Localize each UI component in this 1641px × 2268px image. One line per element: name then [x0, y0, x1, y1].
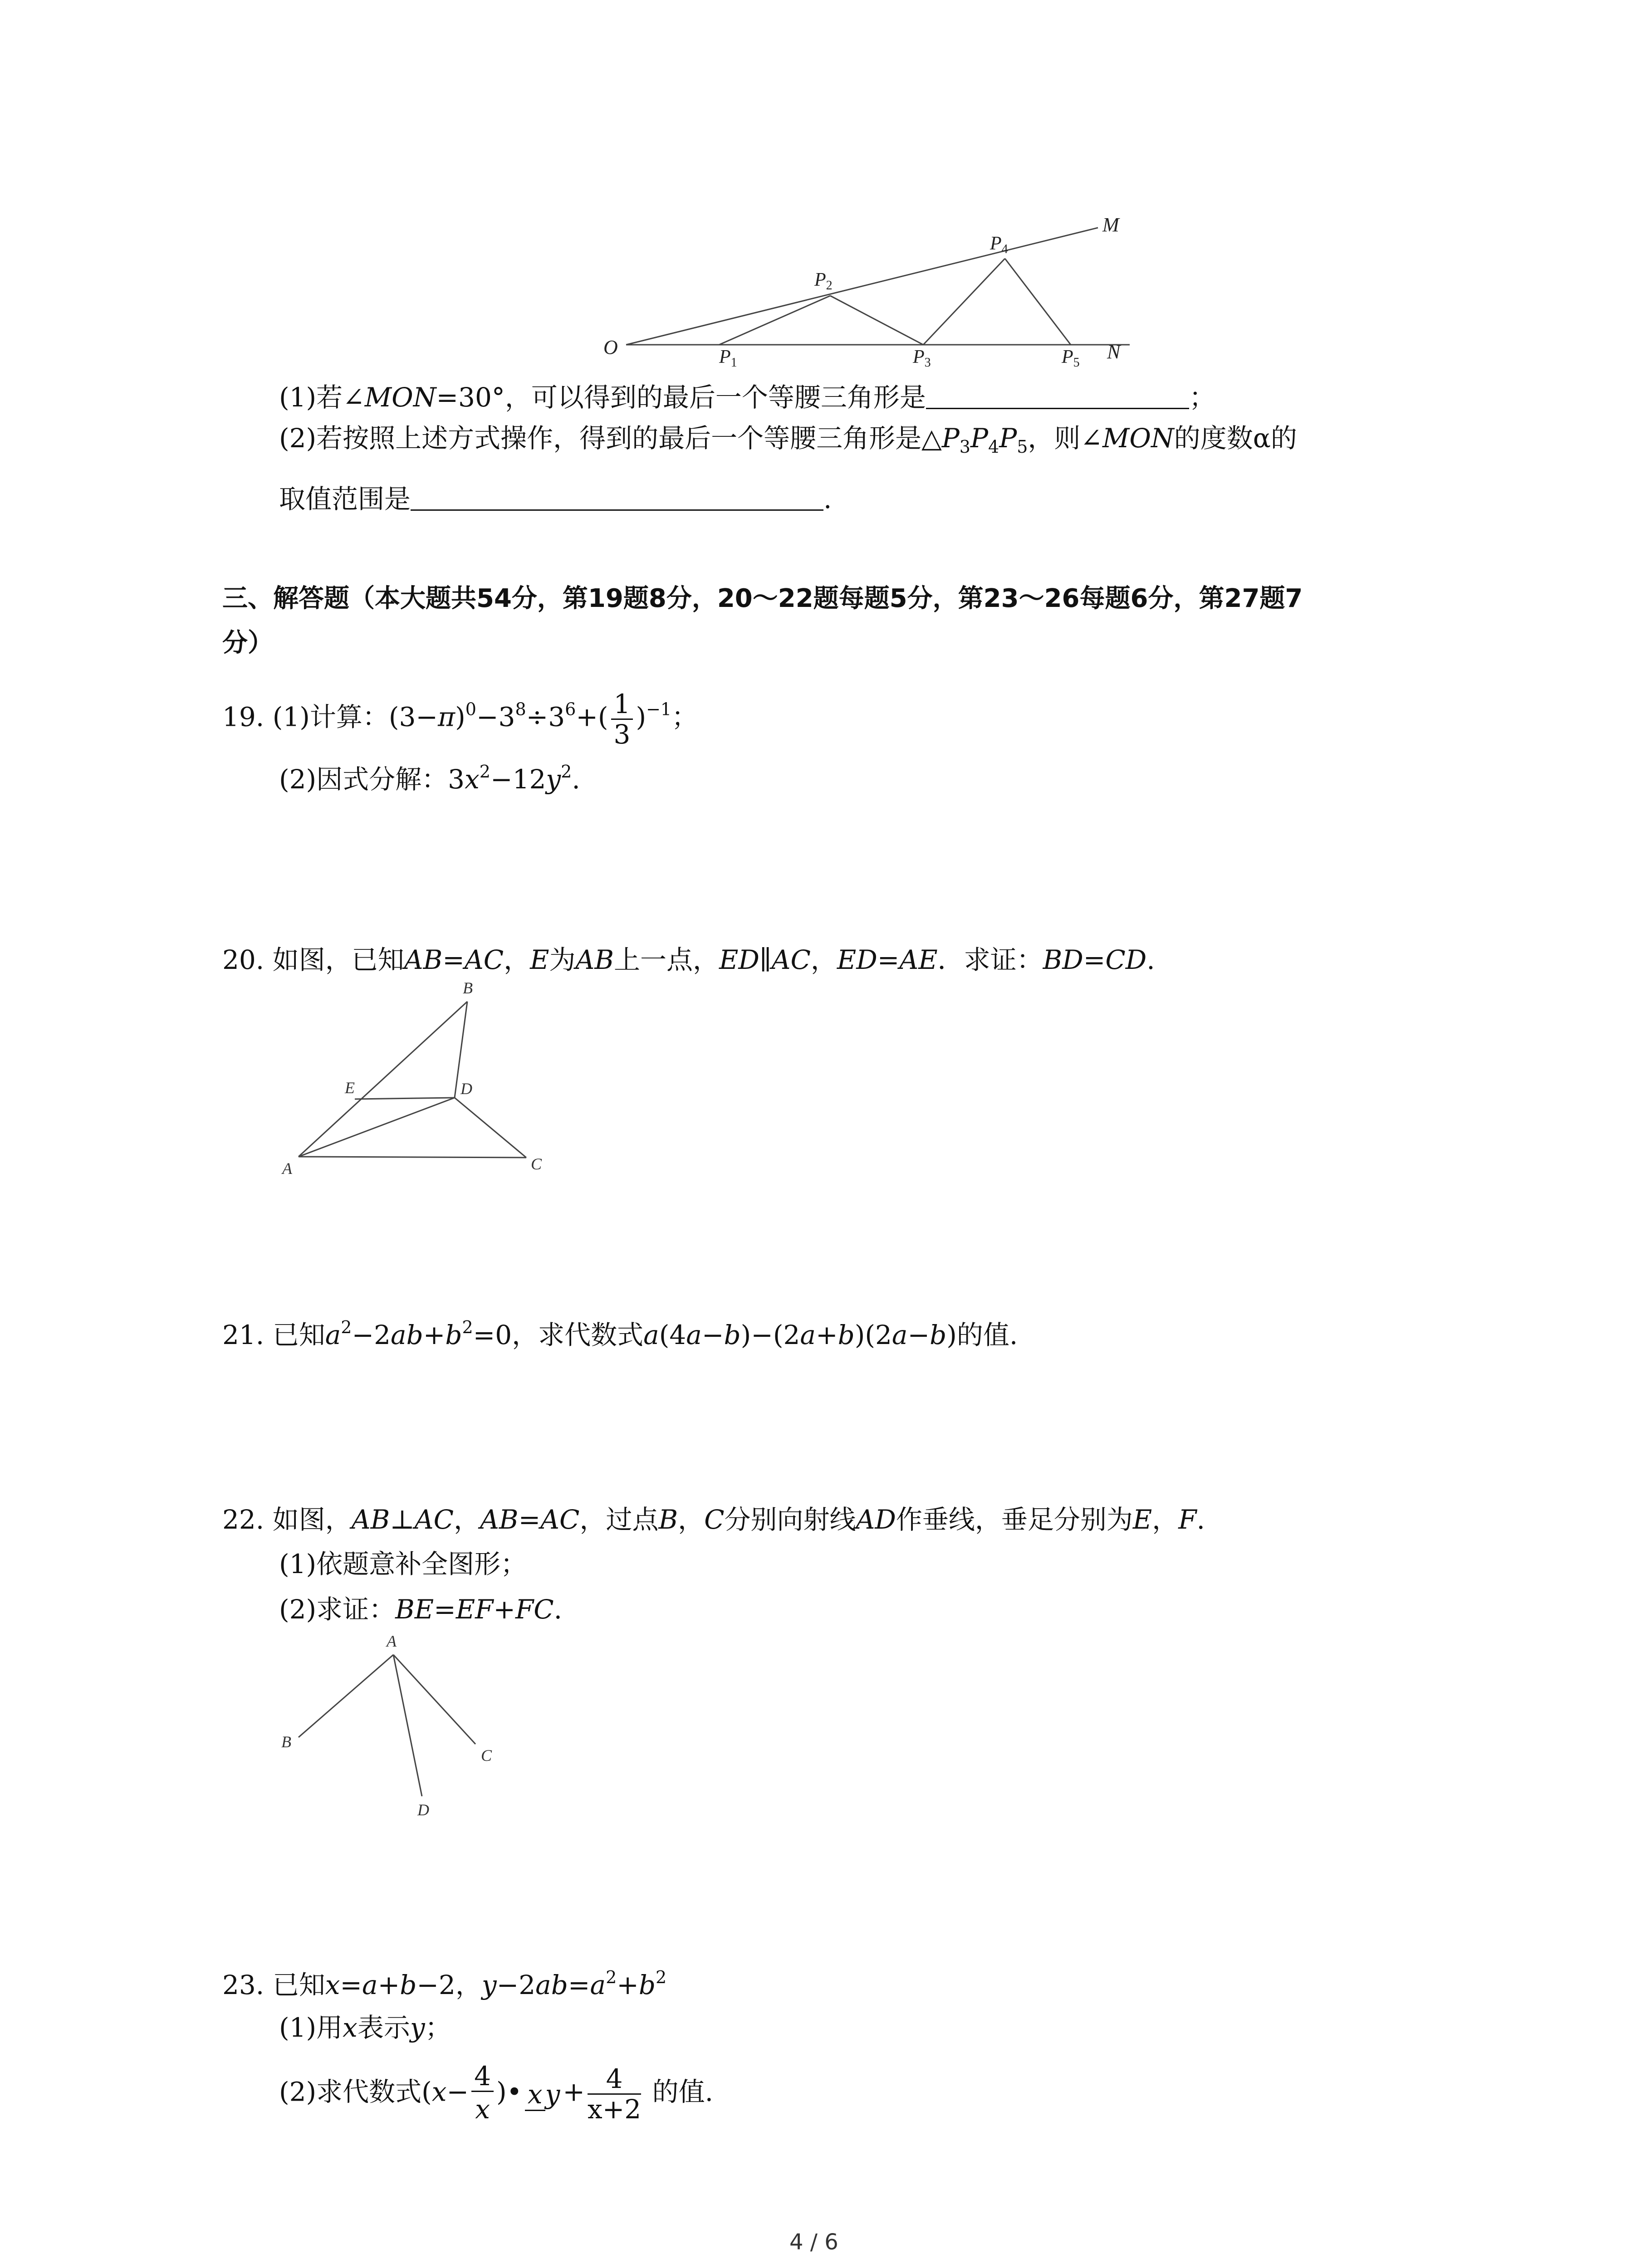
fig22-label-a: A — [387, 1632, 397, 1650]
label-p4: P4 — [990, 233, 1008, 256]
fig20-label-b: B — [463, 980, 473, 997]
q23-part1: (1)用x表示y； — [279, 2012, 451, 2043]
answer-blank-1[interactable] — [926, 381, 1189, 409]
label-p3: P3 — [913, 347, 931, 370]
fraction-one-third: $\frac{1}{3}$ — [611, 689, 633, 749]
label-p1: P1 — [719, 347, 737, 370]
q18-part2: (2)若按照上述方式操作，得到的最后一个等腰三角形是$\triangle P_3P_4P_5$，则∠MON的度数α的 — [279, 423, 1297, 457]
label-m: M — [1102, 214, 1119, 236]
label-n: N — [1107, 341, 1121, 363]
answer-blank-2[interactable] — [411, 482, 823, 511]
q19-part1: 19. (1)计算：$(3-\pi)^0-3^8\div 3^6+$( $\frac{1}{3}$ )$^{-1}$； — [222, 689, 698, 750]
fig20-label-e: E — [345, 1079, 355, 1097]
q22-part2: (2)求证：BE=EF+FC. — [279, 1594, 563, 1625]
fig20-label-a: A — [282, 1159, 292, 1178]
section-header-line2: 分） — [222, 628, 273, 658]
fraction-x-over-y: x y — [525, 2077, 560, 2112]
q20-text: 20. 如图，已知AB=AC，E为AB上一点，ED∥AC，ED=AE．求证：BD=CD. — [222, 944, 1155, 975]
fraction-4-over-x-plus-2: $\frac{4}{x+2}$ — [588, 2063, 642, 2125]
label-p5: P5 — [1062, 347, 1080, 370]
fraction-4-over-x: $\frac{4}{x}$ — [471, 2062, 494, 2126]
fig22-label-d: D — [417, 1801, 429, 1819]
q23-part2: (2)求代数式(x− $\frac{4}{x}$ )• x y + $\frac{4}{x+2}$ 的值. — [279, 2062, 713, 2126]
angle-mon-figure — [590, 209, 1180, 372]
triangle-figure-q20 — [272, 980, 599, 1188]
page-number: 4 / 6 — [789, 2229, 838, 2255]
fig22-label-b: B — [281, 1733, 291, 1751]
q21-text: 21. 已知$a^2-2ab+b^2=0$，求代数式a(4a−b)−(2a+b)(2a−b)的值. — [222, 1317, 1018, 1350]
q18-part1: (1)若∠MON=30°，可以得到的最后一个等腰三角形是 ； — [279, 380, 1215, 415]
q22-part1: (1)依题意补全图形； — [279, 1549, 527, 1579]
q23-text: 23. 已知x=a+b−2，$y-2ab=a^2+b^2$ — [222, 1967, 667, 2000]
fig20-label-c: C — [531, 1155, 542, 1173]
fig22-label-c: C — [481, 1746, 492, 1765]
ray-figure-q22 — [268, 1628, 522, 1828]
q19-part2: (2)因式分解：$3x^2-12y^2$. — [279, 762, 580, 795]
q18-part2-line2: 取值范围是 . — [279, 482, 832, 516]
section-header: 三、解答题（本大题共54分，第19题8分，20～22题每题5分，第23～26每题6分，第27题7 — [222, 584, 1303, 613]
label-o: O — [603, 336, 618, 358]
label-p2: P2 — [814, 269, 833, 293]
fig20-label-d: D — [460, 1080, 472, 1098]
q22-text: 22. 如图，AB⊥AC，AB=AC，过点B，C分别向射线AD作垂线，垂足分别为E，F. — [222, 1504, 1205, 1535]
